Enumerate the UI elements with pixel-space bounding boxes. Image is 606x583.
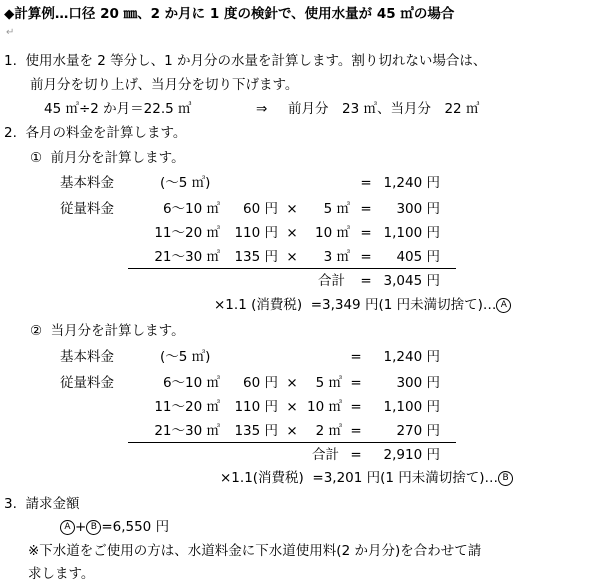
curr-tax: ×1.1(消費税) =3,201 円(1 円未満切捨て)…	[220, 470, 499, 486]
curr-row-3-price: 135 円	[234, 423, 278, 439]
prev-row-1-eq: =	[360, 201, 372, 217]
prev-row-2-times: ×	[286, 225, 298, 241]
prev-basic-eq: =	[360, 175, 372, 191]
prev-total-eq: =	[360, 273, 372, 289]
curr-basic-range: (～5 ㎥)	[160, 349, 211, 365]
step1-arrow: ⇒	[256, 101, 268, 117]
prev-total: 3,045 円	[383, 273, 440, 289]
step2-heading: 2. 各月の料金を計算します。	[4, 125, 187, 141]
prev-row-3-times: ×	[286, 249, 298, 265]
curr-row-1-price: 60 円	[243, 375, 278, 391]
prev-row-3-vol: 3 ㎥	[323, 249, 350, 265]
note-line2: 求します。	[28, 566, 95, 582]
curr-basic-amount: 1,240 円	[383, 349, 440, 365]
curr-basic-eq: =	[350, 349, 362, 365]
step3-heading: 3. 請求金額	[4, 496, 80, 512]
curr-row-1-eq: =	[350, 375, 362, 391]
curr-row-3-amount: 270 円	[396, 423, 440, 439]
prev-row-2-price: 110 円	[234, 225, 278, 241]
prev-basic-amount: 1,240 円	[383, 175, 440, 191]
prev-row-3-range: 21～30 ㎥	[154, 249, 220, 265]
curr-row-1-range: 6～10 ㎥	[162, 375, 220, 391]
prev-row-1-price: 60 円	[243, 201, 278, 217]
prev-tax: ×1.1 (消費税) =3,349 円(1 円未満切捨て)…	[214, 297, 497, 313]
sum-amount: =6,550 円	[101, 519, 170, 535]
curr-row-2-range: 11～20 ㎥	[154, 399, 220, 415]
step1-line1: 1. 使用水量を 2 等分し、1 か月分の水量を計算します。割り切れない場合は、	[4, 53, 487, 69]
prev-row-1-vol: 5 ㎥	[323, 201, 350, 217]
prev-row-3-price: 135 円	[234, 249, 278, 265]
page-title: ◆計算例…口径 20 ㎜、2 か月に 1 度の検針で、使用水量が 45 ㎥の場合	[4, 6, 455, 22]
return-mark: ↵	[6, 27, 15, 38]
mark-b-badge: B	[498, 471, 513, 486]
prev-row-2-eq: =	[360, 225, 372, 241]
prev-row-2-range: 11～20 ㎥	[154, 225, 220, 241]
step1-formula: 45 ㎥÷2 か月＝22.5 ㎥	[44, 101, 192, 117]
prev-tax-line	[214, 296, 511, 314]
prev-row-1-times: ×	[286, 201, 298, 217]
curr-row-2-eq: =	[350, 399, 362, 415]
curr-basic-label: 基本料金	[60, 349, 114, 365]
prev-divider	[128, 268, 456, 269]
curr-row-3-eq: =	[350, 423, 362, 439]
curr-heading: ② 当月分を計算します。	[30, 323, 185, 339]
curr-total-label: 合計	[312, 447, 339, 463]
prev-total-label: 合計	[318, 273, 345, 289]
curr-row-1-label: 従量料金	[60, 375, 114, 391]
curr-total: 2,910 円	[383, 447, 440, 463]
prev-row-1-label: 従量料金	[60, 201, 114, 217]
prev-basic-range: (～5 ㎥)	[160, 175, 211, 191]
curr-row-2-amount: 1,100 円	[383, 399, 440, 415]
step1-line2: 前月分を切り上げ、当月分を切り下げます。	[30, 77, 299, 93]
curr-row-2-times: ×	[286, 399, 298, 415]
curr-row-1-vol: 5 ㎥	[315, 375, 342, 391]
curr-total-eq: =	[350, 447, 362, 463]
curr-row-2-price: 110 円	[234, 399, 278, 415]
step3-sum-line	[60, 518, 169, 536]
curr-row-1-times: ×	[286, 375, 298, 391]
curr-divider	[128, 442, 456, 443]
prev-row-2-amount: 1,100 円	[383, 225, 440, 241]
prev-basic-label: 基本料金	[60, 175, 114, 191]
prev-row-1-range: 6～10 ㎥	[162, 201, 220, 217]
curr-row-3-times: ×	[286, 423, 298, 439]
curr-row-2-vol: 10 ㎥	[307, 399, 342, 415]
step1-result: 前月分 23 ㎥、当月分 22 ㎥	[288, 101, 480, 117]
curr-tax-line	[220, 469, 513, 487]
prev-row-2-vol: 10 ㎥	[315, 225, 350, 241]
sum-plus: +	[75, 519, 87, 535]
sum-mark-b: B	[86, 520, 101, 535]
mark-a-badge: A	[496, 298, 511, 313]
note-line1: ※下水道をご使用の方は、水道料金に下水道使用料(2 か月分)を合わせて請	[28, 543, 482, 559]
prev-row-3-amount: 405 円	[396, 249, 440, 265]
curr-row-1-amount: 300 円	[396, 375, 440, 391]
sum-mark-a: A	[60, 520, 75, 535]
prev-row-1-amount: 300 円	[396, 201, 440, 217]
curr-row-3-range: 21～30 ㎥	[154, 423, 220, 439]
prev-row-3-eq: =	[360, 249, 372, 265]
curr-row-3-vol: 2 ㎥	[315, 423, 342, 439]
prev-heading: ① 前月分を計算します。	[30, 150, 185, 166]
